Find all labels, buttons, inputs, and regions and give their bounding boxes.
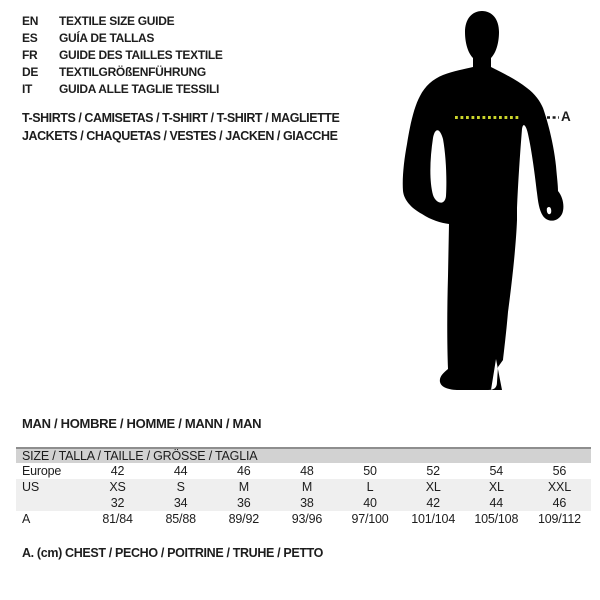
row-label: US [16, 479, 86, 495]
size-cell: 50 [363, 464, 377, 478]
table-row-europe [16, 463, 591, 479]
measure-footnote: A. (cm) CHEST / PECHO / POITRINE / TRUHE / PETTO [22, 546, 324, 560]
language-row [22, 81, 223, 98]
size-cell: 81/84 [102, 512, 133, 526]
language-label: TEXTILGRÖßENFÜHRUNG [59, 65, 206, 79]
language-row [22, 30, 223, 47]
size-cell: 44 [173, 464, 188, 478]
category-line-jackets: JACKETS / CHAQUETAS / VESTES / JACKEN / GIACCHE [22, 128, 338, 143]
language-guide-list [22, 13, 223, 98]
language-label: GUÍA DE TALLAS [59, 31, 155, 45]
language-label: GUIDE DES TAILLES TEXTILE [59, 48, 223, 62]
size-cell: M [275, 479, 338, 495]
section-title-man: MAN / HOMBRE / HOMME / MANN / MAN [22, 416, 262, 431]
category-line-tshirts: T-SHIRTS / CAMISETAS / T-SHIRT / T-SHIRT / MAGLIETTE [22, 111, 340, 125]
row-label: Europe [22, 464, 62, 478]
size-cell: S [149, 479, 212, 495]
size-cell: 40 [339, 495, 402, 511]
size-cell: 56 [552, 464, 567, 478]
language-row [22, 47, 223, 64]
size-cell: XL [402, 479, 465, 495]
language-label: TEXTILE SIZE GUIDE [59, 14, 175, 28]
size-cell: XL [465, 479, 528, 495]
size-cell: 44 [465, 495, 528, 511]
language-row [22, 13, 223, 30]
row-label: A [22, 512, 31, 526]
size-cell: 32 [86, 495, 149, 511]
table-row-us [16, 479, 591, 495]
size-cell: 34 [149, 495, 212, 511]
man-silhouette-figure [395, 8, 580, 390]
size-cell: 85/88 [165, 512, 196, 526]
language-code: ES [22, 31, 38, 45]
size-cell: 93/96 [291, 512, 323, 526]
table-row-alt-sizes [16, 495, 591, 511]
size-cell: XS [86, 479, 149, 495]
size-cell: 97/100 [351, 512, 389, 526]
language-code: EN [22, 14, 39, 28]
size-cell: M [212, 479, 275, 495]
language-row [22, 64, 223, 81]
size-cell: 54 [489, 464, 504, 478]
size-cell: 38 [275, 495, 338, 511]
size-cell: 101/104 [411, 512, 456, 526]
table-row-chest-cm [16, 511, 591, 527]
measure-label-a: A [561, 109, 571, 124]
size-cell: 42 [110, 464, 125, 478]
size-cell: 46 [528, 495, 591, 511]
size-cell: 89/92 [228, 512, 259, 526]
row-label [16, 495, 86, 511]
language-code: IT [22, 82, 33, 96]
size-cell: L [339, 479, 402, 495]
size-cell: 36 [212, 495, 275, 511]
size-cell: 42 [402, 495, 465, 511]
size-cell: XXL [528, 479, 591, 495]
language-label: GUIDA ALLE TAGLIE TESSILI [59, 82, 220, 96]
size-cell: 52 [426, 464, 440, 478]
size-table-header: SIZE / TALLA / TAILLE / GRÖSSE / TAGLIA [16, 448, 591, 463]
language-code: DE [22, 65, 39, 79]
size-cell: 48 [300, 464, 314, 478]
size-table [16, 447, 591, 527]
size-table-header-row [16, 448, 591, 463]
language-code: FR [22, 48, 38, 62]
size-cell: 46 [237, 464, 251, 478]
man-silhouette [403, 11, 564, 390]
size-cell: 105/108 [474, 512, 519, 526]
category-block [22, 110, 339, 145]
size-cell: 109/112 [538, 512, 581, 526]
